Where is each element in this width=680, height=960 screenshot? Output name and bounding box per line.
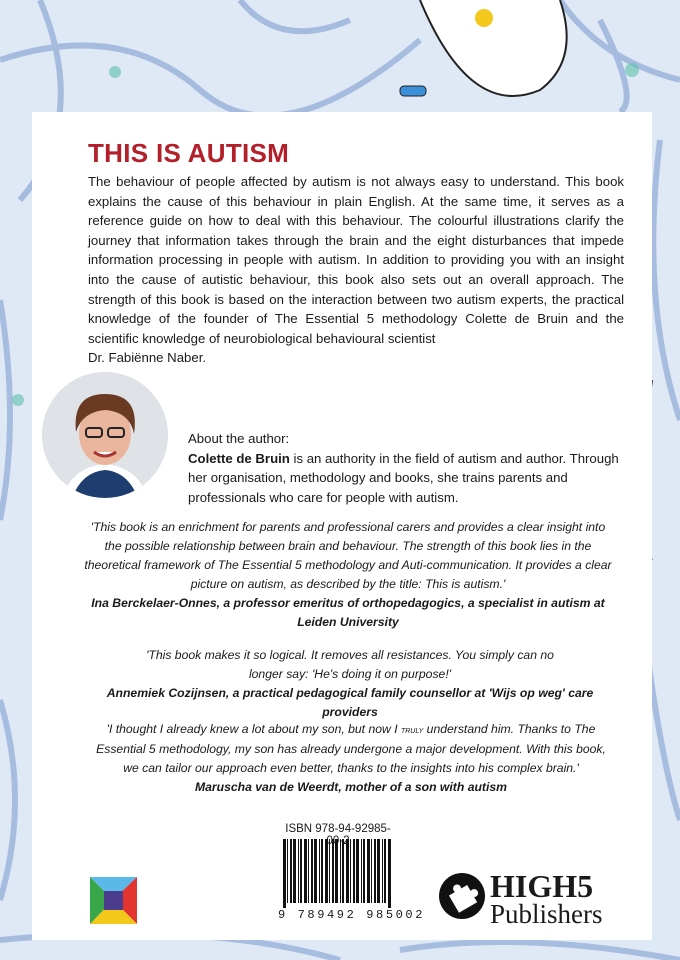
testimonial-1 bbox=[82, 518, 614, 632]
publisher-name: HIGH5 bbox=[490, 868, 594, 904]
barcode-bar bbox=[342, 839, 344, 903]
testimonial-text bbox=[88, 720, 614, 778]
description-last-line: Dr. Fabiënne Naber. bbox=[88, 350, 207, 366]
barcode-bar bbox=[367, 839, 370, 903]
barcode-bar bbox=[335, 839, 338, 903]
barcode bbox=[283, 839, 393, 909]
description-text: The behaviour of people affected by autism is not always easy to understand. This book explains the cause of this behaviour in plain English. At the same time, it serves as a reference guide on how to deal with this behaviour. The colourful illustrations clarify the journey that information takes through the brain and the eight disturbances that impede information processing in people with autism. In addition to providing you with an insight into the cause of autistic behaviour, this book also sets out an overall approach. The strength of this book is based on the interaction between two autism experts, the practical knowledge of the founder of The Essential 5 methodology Colette de Bruin and the scientific knowledge of neurobiological behavioural scientist bbox=[88, 174, 624, 346]
barcode-bar bbox=[319, 839, 320, 903]
barcode-bar bbox=[382, 839, 383, 903]
testimonial-text: 'This book makes it so logical. It removes all resistances. You simply can no longer say: 'He's doing it on purpose!' bbox=[146, 648, 554, 681]
testimonial-2 bbox=[80, 646, 620, 722]
barcode-bar bbox=[363, 839, 365, 903]
isbn-label: ISBN 978-94-92985-00-2 bbox=[285, 823, 391, 847]
puzzle-logo bbox=[90, 877, 137, 924]
about-author bbox=[188, 429, 628, 507]
barcode-bar bbox=[325, 839, 328, 903]
author-photo bbox=[42, 372, 168, 498]
testimonial-text: 'This book is an enrichment for parents and professional carers and provides a clear insight into the possible relationship between brain and behaviour. The strength of this book lies in the theoretical framework of The Essential 5 methodology and Auti-communication. It provides a clear picture on autism, as described by the title: This is autism.' bbox=[84, 520, 612, 591]
testimonial-3 bbox=[88, 720, 614, 797]
barcode-bar bbox=[377, 839, 380, 903]
barcode-bar bbox=[321, 839, 323, 903]
barcode-number: 9 789492 985002 bbox=[278, 908, 426, 922]
barcode-bar bbox=[361, 839, 362, 903]
barcode-bar bbox=[290, 839, 292, 903]
barcode-bar bbox=[314, 839, 317, 903]
barcode-bar bbox=[304, 839, 307, 903]
book-description bbox=[88, 172, 624, 368]
barcode-bar bbox=[371, 839, 372, 903]
book-title: THIS IS AUTISM bbox=[88, 138, 290, 168]
testimonial-emphasis: truly bbox=[400, 725, 424, 736]
barcode-bar bbox=[300, 839, 302, 903]
barcode-bar bbox=[340, 839, 341, 903]
about-author-heading: About the author: bbox=[188, 431, 290, 446]
barcode-bar bbox=[346, 839, 349, 903]
publisher-subtitle: Publishers bbox=[490, 899, 603, 929]
barcode-bar bbox=[308, 839, 309, 903]
author-name: Colette de Bruin bbox=[188, 450, 290, 466]
barcode-bar bbox=[353, 839, 355, 903]
testimonial-source: Annemiek Cozijnsen, a practical pedagogical family counsellor at 'Wijs op weg' care providers bbox=[106, 686, 594, 719]
barcode-bar bbox=[356, 839, 359, 903]
barcode-bar bbox=[311, 839, 313, 903]
testimonial-source: Ina Berckelaer-Onnes, a professor emeritus of orthopedagogics, a specialist in autism at Leiden University bbox=[91, 596, 605, 629]
testimonial-text-a: 'I thought I already knew a lot about my son, but now I bbox=[106, 722, 401, 736]
testimonial-text-b: understand him. Thanks to The Essential 5 methodology, my son has already undergone a major development. With this book, we can tailor our approach even better, thanks to the insights into his complex brain.' bbox=[96, 722, 606, 775]
high5-puzzle-icon bbox=[438, 872, 486, 920]
barcode-bar bbox=[374, 839, 376, 903]
barcode-bar bbox=[287, 839, 288, 903]
barcode-bar bbox=[384, 839, 386, 903]
barcode-bar bbox=[332, 839, 334, 903]
barcode-bar bbox=[293, 839, 296, 903]
barcode-bar bbox=[283, 839, 286, 909]
testimonial-source: Maruscha van de Weerdt, mother of a son with autism bbox=[195, 780, 507, 794]
barcode-bar bbox=[298, 839, 299, 903]
barcode-bar bbox=[350, 839, 351, 903]
barcode-bar bbox=[329, 839, 330, 903]
author-bio: is an authority in the field of autism and author. Through her organisation, methodology and books, she trains parents and professionals who care for people with autism. bbox=[188, 450, 619, 505]
barcode-bar bbox=[388, 839, 391, 909]
